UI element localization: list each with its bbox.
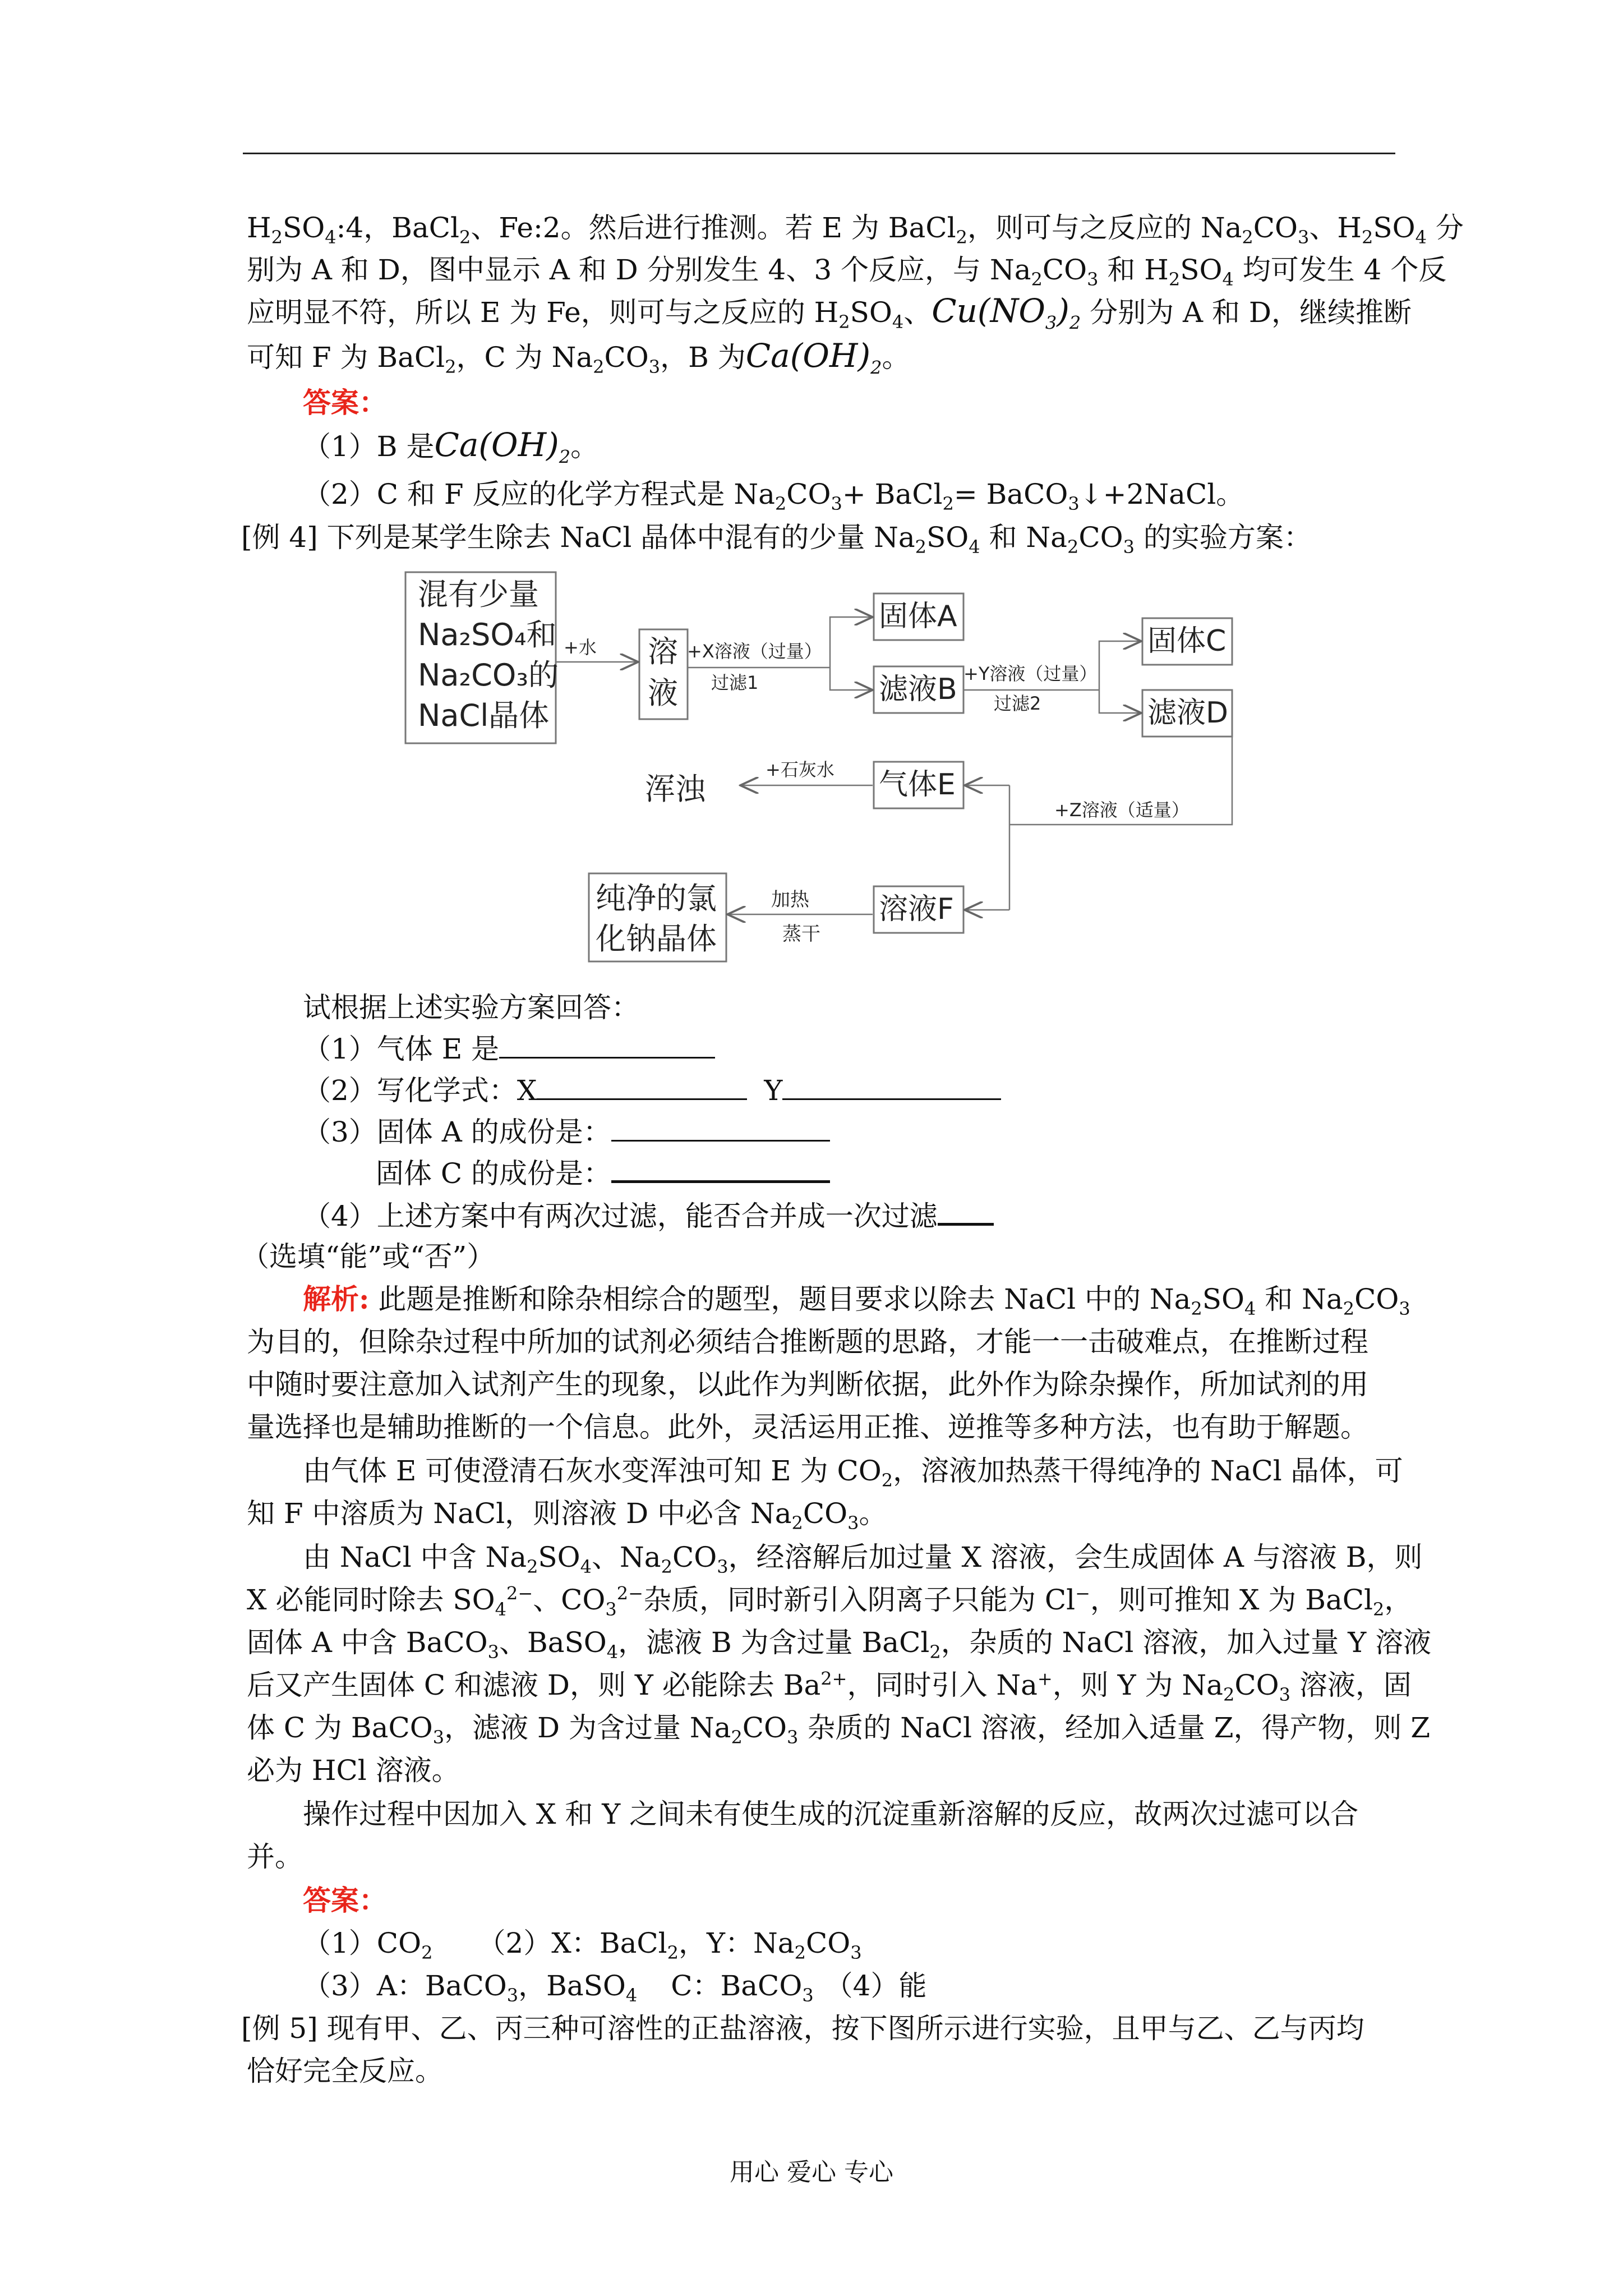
arrow-to-solid-a	[830, 617, 873, 668]
analysis-line-1: 解析: 此题是推断和除杂相综合的题型，题目要求以除去 NaCl 中的 $Na_2SO_4$ 和 $Na_2CO_3$	[303, 1282, 1410, 1319]
label-evaporate: 蒸干	[782, 923, 820, 945]
answer-label-2: 答案：	[303, 1884, 387, 1917]
label-heat: 加热	[771, 889, 809, 911]
pure-nacl-text-1: 纯净的氯	[596, 881, 717, 916]
analysis-line-6: 知 F 中溶质为 NaCl，则溶液 D 中必含 $Na_2CO_3$。	[247, 1497, 887, 1534]
analysis-line-2: 为目的，但除杂过程中所加的试剂必须结合推断题的思路，才能一一击破难点，在推断过程	[247, 1326, 1368, 1358]
analysis-line-11: 体 C 为 BaCO$_3$，滤液 D 为含过量 $Na_2CO_3$ 杂质的 NaCl 溶液，经加入适量 Z，得产物，则 Z	[247, 1711, 1431, 1748]
start-text-4: NaCl晶体	[418, 698, 550, 733]
solid-c-text: 固体C	[1147, 624, 1227, 658]
label-water: +水	[564, 637, 597, 658]
analysis-line-10: 后又产生固体 C 和滤液 D，则 Y 必能除去 $Ba^{2+}$，同时引入 Na+，则 Y 为 $Na_2CO_3$ 溶液，固	[247, 1668, 1412, 1705]
example-5-line-1: [例 5] 现有甲、乙、丙三种可溶性的正盐溶液，按下图所示进行实验，且甲与乙、乙与丙均	[241, 2012, 1364, 2045]
question-2: （2）写化学式：X Y	[303, 1069, 1458, 1112]
arrow-to-filtrate-b	[830, 668, 873, 690]
answer-blank-solid-c[interactable]	[611, 1152, 830, 1183]
questions-intro: 试根据上述实验方案回答：	[303, 991, 639, 1024]
answer-blank-y[interactable]	[782, 1070, 1001, 1100]
answer-label-1: 答案：	[303, 386, 387, 419]
filtrate-d-text: 滤液D	[1147, 696, 1229, 730]
label-filter-1: 过滤1	[711, 672, 759, 693]
analysis-line-12: 必为 HCl 溶液。	[247, 1754, 460, 1787]
answer-blank-x[interactable]	[537, 1070, 747, 1100]
gas-e-text: 气体E	[879, 768, 956, 802]
answer-1-line-1: （1）B 是$Ca(OH)_2$。	[303, 426, 599, 468]
solution-f-text: 溶液F	[879, 892, 954, 926]
analysis-line-13: 操作过程中因加入 X 和 Y 之间未有使生成的沉淀重新溶解的反应，故两次过滤可以合	[303, 1798, 1359, 1830]
arrow-to-solid-c	[1099, 641, 1141, 690]
label-z-add: +Z溶液（适量）	[1054, 799, 1189, 821]
answer-1-line-2: （2）C 和 F 反应的化学方程式是 $Na_2CO_3+$ BaCl$_2$= BaCO$_3$↓+2NaCl。	[303, 478, 1244, 514]
intro-line-4: 可知 F 为 BaCl$_2$，C 为 $Na_2CO_3$，B 为$Ca(OH)_2$。	[247, 337, 910, 379]
start-text-3: Na₂CO₃的	[418, 657, 559, 693]
question-4: （4）上述方案中有两次过滤，能否合并成一次过滤	[303, 1195, 1458, 1237]
question-4-note: （选填“能”或“否”）	[241, 1240, 495, 1273]
answer-2-line-1: $(1)CO_2$ （2）X：BaCl$_2$，Y：$Na_2CO_3$	[303, 1927, 862, 1963]
analysis-line-7: 由 NaCl 中含 $Na_2SO_4$、$Na_2CO_3$，经溶解后加过量 X 溶液，会生成固体 A 与溶液 B，则	[303, 1541, 1423, 1577]
analysis-line-4: 量选择也是辅助推断的一个信息。此外，灵活运用正推、逆推等多种方法，也有助于解题。	[247, 1411, 1368, 1443]
analysis-line-3: 中随时要注意加入试剂产生的现象，以此作为判断依据，此外作为除杂操作，所加试剂的用	[247, 1368, 1368, 1401]
pure-nacl-text-2: 化钠晶体	[596, 921, 717, 956]
label-x-add: +X溶液（过量）	[687, 641, 822, 662]
question-1: （1）气体 E 是	[303, 1028, 1458, 1070]
flow-diagram	[0, 0, 1623, 987]
answer-blank-1[interactable]	[499, 1029, 715, 1059]
solution-text-1: 溶	[648, 634, 678, 669]
example-5-line-2: 恰好完全反应。	[247, 2055, 443, 2087]
answer-blank-4[interactable]	[938, 1195, 994, 1226]
answer-2-line-2: （3）A：BaCO$_3$，BaSO$_4$ C：BaCO$_3$ （4）能	[303, 1970, 927, 2006]
analysis-line-9: 固体 A 中含 BaCO$_3$、BaSO$_4$，滤液 B 为含过量 BaCl$_2$，杂质的 NaCl 溶液，加入过量 Y 溶液	[247, 1626, 1432, 1663]
solution-text-2: 液	[648, 675, 678, 711]
solid-a-text: 固体A	[879, 600, 957, 633]
example-4-question: [例 4] 下列是某学生除去 NaCl 晶体中混有的少量 $Na_2SO_4$ 和 $Na_2CO_3$ 的实验方案：	[241, 521, 1312, 558]
intro-line-3: 应明显不符，所以 E 为 Fe，则可与之反应的 $H_2SO_4$、$Cu(NO_3)_2$ 分别为 A 和 D，继续推断	[247, 292, 1412, 334]
start-text-2: Na₂SO₄和	[418, 617, 557, 652]
label-filter-2: 过滤2	[994, 693, 1041, 714]
label-lime: +石灰水	[766, 759, 834, 780]
arrow-to-filtrate-d	[1099, 690, 1141, 713]
page-footer: 用心 爱心 专心	[730, 2158, 893, 2187]
intro-line-1: $H_2SO_4:4$，BaCl$_2$、Fe:2。然后进行推测。若 E 为 BaCl$_2$，则可与之反应的 $Na_2CO_3$、$H_2SO_4$ 分	[247, 211, 1464, 248]
start-text-1: 混有少量	[418, 577, 539, 612]
analysis-line-14: 并。	[247, 1841, 303, 1873]
intro-line-2: 别为 A 和 D，图中显示 A 和 D 分别发生 4、3 个反应，与 $Na_2CO_3$ 和 $H_2SO_4$ 均可发生 4 个反	[247, 254, 1447, 290]
question-3b: 固体 C 的成份是：	[376, 1152, 1531, 1195]
turbid-text: 浑浊	[645, 771, 706, 807]
filtrate-b-text: 滤液B	[879, 673, 957, 706]
label-y-add: +Y溶液（过量）	[963, 663, 1098, 684]
answer-blank-solid-a[interactable]	[611, 1112, 830, 1142]
analysis-line-5: 由气体 E 可使澄清石灰水变浑浊可知 E 为 $CO_2$，溶液加热蒸干得纯净的 NaCl 晶体，可	[303, 1455, 1403, 1491]
question-3a: （3）固体 A 的成份是：	[303, 1111, 1458, 1153]
analysis-line-8: X 必能同时除去 $SO_4^{2-}$、$CO_3^{2-}$杂质，同时新引入阴离子只能为 Cl−，则可推知 X 为 BaCl$_2$，	[247, 1582, 1413, 1620]
